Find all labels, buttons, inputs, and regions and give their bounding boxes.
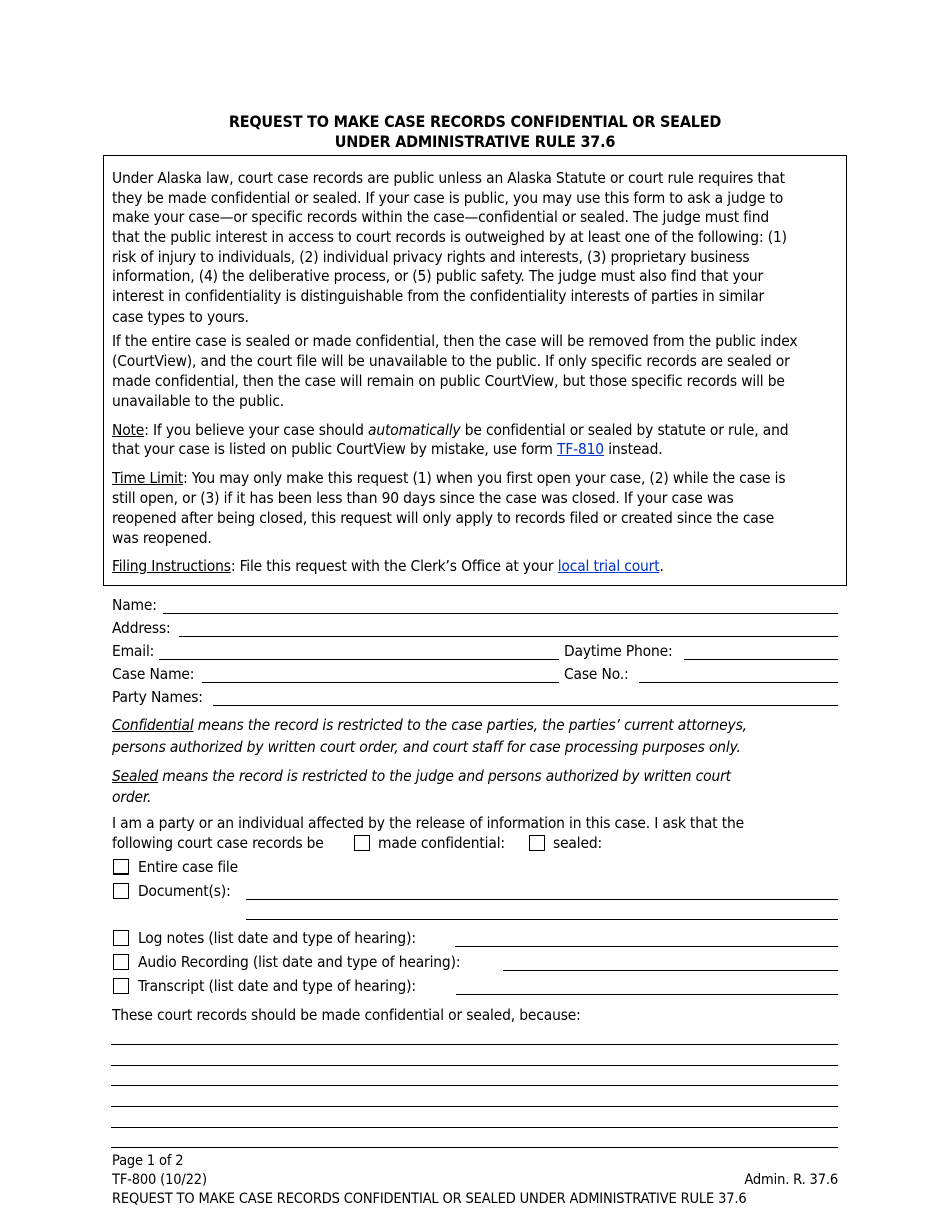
intro-line: interest in confidentiality is distinguishable from the confidentiality interests of parties in similar — [112, 287, 765, 305]
footer-title: REQUEST TO MAKE CASE RECORDS CONFIDENTIAL OR SEALED UNDER ADMINISTRATIVE RULE 37.6 — [112, 1191, 747, 1207]
sealed-checkbox[interactable] — [529, 835, 545, 851]
form-number: TF-800 (10/22) — [112, 1172, 207, 1188]
definition-text: means the record is restricted to the judge and persons authorized by written court — [158, 767, 731, 785]
email-field[interactable] — [159, 659, 559, 660]
address-field[interactable] — [179, 636, 838, 637]
reason-field-line[interactable] — [111, 1147, 838, 1148]
time-limit-label: Time Limit — [112, 469, 184, 487]
case-no-field[interactable] — [639, 682, 838, 683]
log-notes-label: Log notes (list date and type of hearing): — [138, 929, 416, 947]
reason-field-line[interactable] — [111, 1106, 838, 1107]
entire-case-label: Entire case file — [138, 858, 238, 876]
time-limit-text: : You may only make this request (1) when you first open your case, (2) while the case is — [183, 469, 786, 487]
definition-text: means the record is restricted to the case parties, the parties’ current attorneys, — [193, 716, 747, 734]
reason-label: These court records should be made confidential or sealed, because: — [112, 1006, 581, 1024]
sealed-option-label: sealed: — [553, 834, 602, 852]
documents-field[interactable] — [246, 899, 838, 900]
note-label: Note — [112, 421, 145, 439]
audio-label: Audio Recording (list date and type of hearing): — [138, 953, 461, 971]
transcript-label: Transcript (list date and type of hearing): — [138, 977, 416, 995]
request-text: following court case records be — [112, 834, 324, 852]
intro-line: case types to yours. — [112, 308, 249, 326]
note-line — [112, 420, 788, 440]
page-number: Page 1 of 2 — [112, 1153, 184, 1169]
note-line — [112, 439, 662, 459]
local-trial-court-link[interactable]: local trial court — [557, 557, 660, 575]
address-label: Address: — [112, 619, 171, 637]
intro-line: unavailable to the public. — [112, 392, 285, 410]
intro-line: If the entire case is sealed or made confidential, then the case will be removed from the public index — [112, 332, 798, 350]
time-limit-line — [112, 468, 785, 488]
case-no-label: Case No.: — [564, 665, 629, 683]
filing-text: : File this request with the Clerk’s Office at your — [230, 557, 558, 575]
note-text: that your case is listed on public CourtView by mistake, use form — [112, 440, 558, 458]
party-names-field[interactable] — [213, 705, 838, 706]
time-limit-line: was reopened. — [112, 529, 212, 547]
intro-line: made confidential, then the case will remain on public CourtView, but those specific records will be — [112, 372, 785, 390]
confidential-definition — [112, 715, 747, 735]
intro-line: information, (4) the deliberative process, or (5) public safety. The judge must also find that your — [112, 267, 764, 285]
reason-field-line[interactable] — [111, 1127, 838, 1128]
documents-label: Document(s): — [138, 882, 231, 900]
intro-line: they be made confidential or sealed. If your case is public, you may use this form to ask a judge to — [112, 189, 784, 207]
filing-label: Filing Instructions — [112, 557, 231, 575]
email-label: Email: — [112, 642, 155, 660]
tf-810-link[interactable]: TF-810 — [557, 440, 604, 458]
reason-field-line[interactable] — [111, 1085, 838, 1086]
note-text: be confidential or sealed by statute or rule, and — [460, 421, 789, 439]
intro-line: Under Alaska law, court case records are public unless an Alaska Statute or court rule requires that — [112, 169, 785, 187]
confidential-term: Confidential — [112, 716, 194, 734]
sealed-term: Sealed — [112, 767, 159, 785]
entire-case-checkbox[interactable] — [113, 859, 129, 875]
intro-line: make your case—or specific records within the case—confidential or sealed. The judge must find — [112, 208, 769, 226]
form-subtitle: UNDER ADMINISTRATIVE RULE 37.6 — [334, 132, 616, 151]
daytime-phone-label: Daytime Phone: — [564, 642, 673, 660]
log-notes-field[interactable] — [455, 946, 838, 947]
filing-text: . — [659, 557, 664, 575]
note-emphasis: automatically — [368, 421, 461, 439]
transcript-field[interactable] — [456, 994, 838, 995]
filing-line — [112, 556, 664, 576]
time-limit-line: still open, or (3) if it has been less than 90 days since the case was closed. If your case was — [112, 489, 734, 507]
reason-field-line[interactable] — [111, 1065, 838, 1066]
log-notes-checkbox[interactable] — [113, 930, 129, 946]
intro-line: (CourtView), and the court file will be unavailable to the public. If only specific records are sealed or — [112, 352, 790, 370]
name-label: Name: — [112, 596, 157, 614]
form-title: REQUEST TO MAKE CASE RECORDS CONFIDENTIAL OR SEALED — [228, 112, 722, 131]
sealed-definition-line: order. — [112, 788, 152, 806]
reason-field-line[interactable] — [111, 1044, 838, 1045]
sealed-definition — [112, 766, 731, 786]
intro-line: that the public interest in access to court records is outweighed by at least one of the following: (1) — [112, 228, 787, 246]
party-names-label: Party Names: — [112, 688, 203, 706]
confidential-option-label: made confidential: — [378, 834, 505, 852]
confidential-definition-line: persons authorized by written court order, and court staff for case processing purposes only. — [112, 738, 741, 756]
confidential-checkbox[interactable] — [354, 835, 370, 851]
documents-field-2[interactable] — [246, 919, 838, 920]
case-name-field[interactable] — [202, 682, 559, 683]
daytime-phone-field[interactable] — [684, 659, 838, 660]
transcript-checkbox[interactable] — [113, 978, 129, 994]
intro-line: risk of injury to individuals, (2) individual privacy rights and interests, (3) proprietary business — [112, 248, 750, 266]
time-limit-line: reopened after being closed, this request will only apply to records filed or created since the case — [112, 509, 775, 527]
rule-reference: Admin. R. 37.6 — [744, 1172, 838, 1188]
note-text: instead. — [603, 440, 663, 458]
audio-checkbox[interactable] — [113, 954, 129, 970]
name-field[interactable] — [163, 613, 838, 614]
case-name-label: Case Name: — [112, 665, 195, 683]
documents-checkbox[interactable] — [113, 883, 129, 899]
request-text: I am a party or an individual affected by the release of information in this case. I ask that the — [112, 814, 744, 832]
note-text: : If you believe your case should — [144, 421, 369, 439]
audio-field[interactable] — [503, 970, 838, 971]
